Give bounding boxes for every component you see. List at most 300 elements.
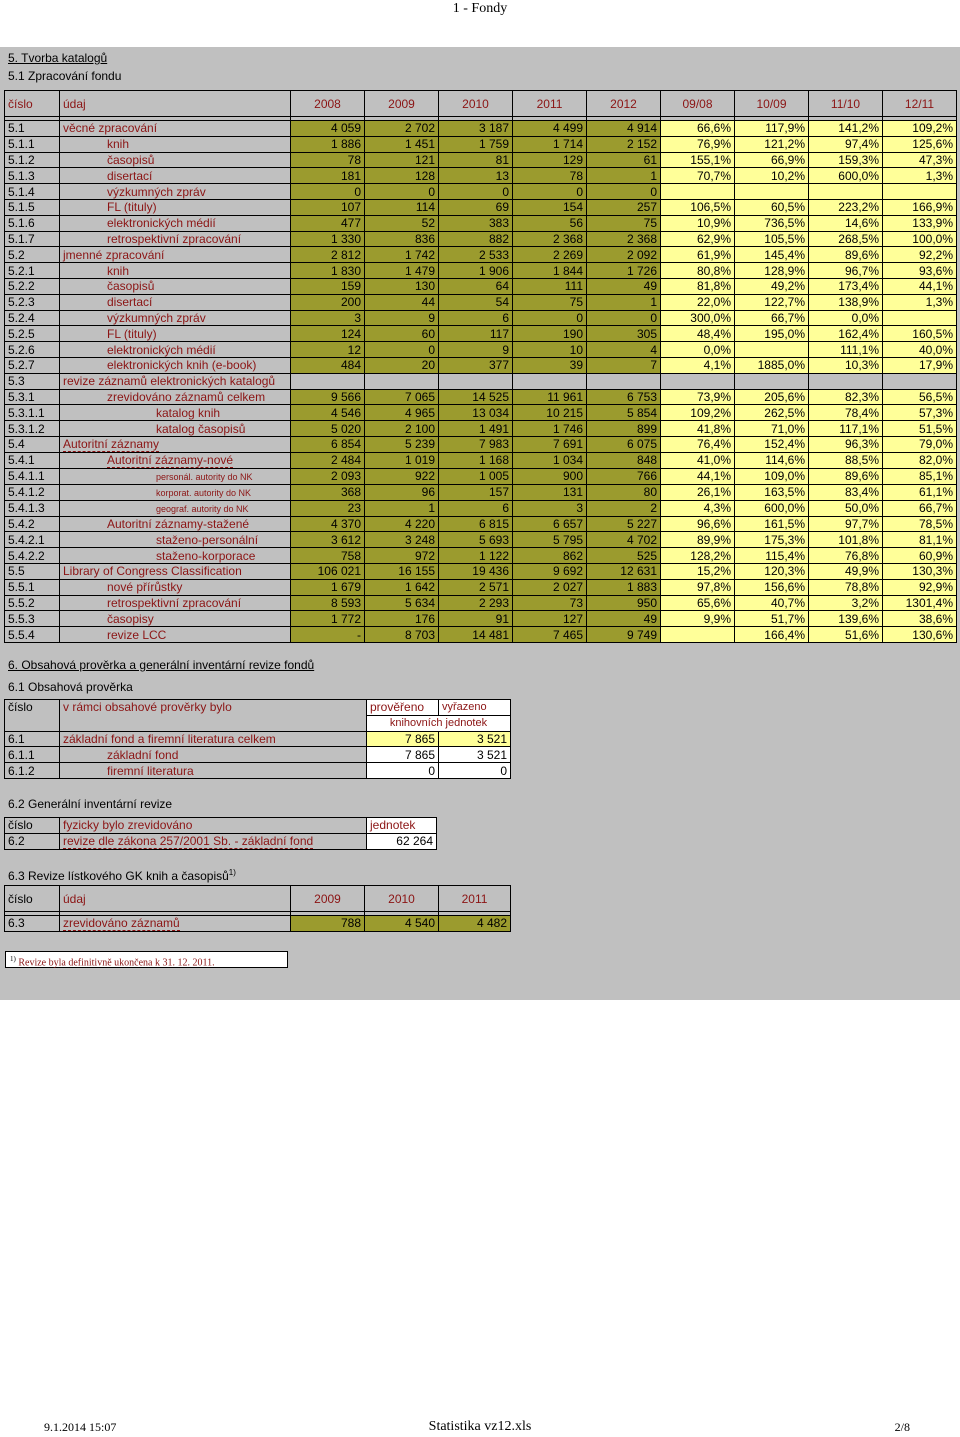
ratio-value [735, 342, 809, 358]
row-id: 5.5.3 [5, 611, 60, 627]
header-year: 2008 [291, 91, 365, 117]
row-label: Autoritní záznamy-stažené [60, 516, 291, 532]
ratio-value: 138,9% [809, 294, 883, 310]
ratio-value: 4,3% [661, 500, 735, 516]
ratio-value: 736,5% [735, 215, 809, 231]
row-id: 5.2 [5, 247, 60, 263]
page-footer [0, 1418, 960, 1437]
year-value: 377 [439, 357, 513, 373]
header-removed: vyřazeno [439, 700, 511, 716]
ratio-value: 3,2% [809, 595, 883, 611]
row-id: 5.2.5 [5, 326, 60, 342]
row-id: 5.5.2 [5, 595, 60, 611]
removed-value: 3 521 [439, 731, 511, 747]
ratio-value: 66,7% [735, 310, 809, 326]
year-value: 2 152 [587, 136, 661, 152]
ratio-value: 111,1% [809, 342, 883, 358]
ratio-value: 76,4% [661, 436, 735, 452]
row-label: nové přírůstky [60, 579, 291, 595]
year-value: 154 [513, 199, 587, 215]
row-label: staženo-personální [60, 532, 291, 548]
ratio-value: 47,3% [883, 152, 957, 168]
ratio-value [661, 627, 735, 643]
table-row [5, 484, 957, 500]
year-value: 2 812 [291, 247, 365, 263]
ratio-value: 145,4% [735, 247, 809, 263]
ratio-value: 115,4% [735, 548, 809, 564]
ratio-value: 97,4% [809, 136, 883, 152]
ratio-value: 97,7% [809, 516, 883, 532]
header-year: 11/10 [809, 91, 883, 117]
year-value: 882 [439, 231, 513, 247]
table-row [5, 263, 957, 279]
year-value: 1 [587, 294, 661, 310]
year-value: 190 [513, 326, 587, 342]
ratio-value: 0,0% [661, 342, 735, 358]
year-value: 75 [513, 294, 587, 310]
year-value: 52 [365, 215, 439, 231]
row-label: personál. autority do NK [60, 468, 291, 484]
card-catalog-table [4, 885, 511, 932]
table-row [5, 436, 957, 452]
year-value: 4 370 [291, 516, 365, 532]
section-6-1-heading: 6.1 Obsahová prověrka [8, 680, 133, 694]
year-value: 5 795 [513, 532, 587, 548]
ratio-value: 89,6% [809, 468, 883, 484]
year-value: 69 [439, 199, 513, 215]
table-row [5, 516, 957, 532]
section-5-1-heading: 5.1 Zpracování fondu [8, 69, 122, 83]
year-value: 1 451 [365, 136, 439, 152]
year-value: 2 368 [513, 231, 587, 247]
ratio-value: 57,3% [883, 405, 957, 421]
row-label: zrevidováno záznamů [60, 916, 291, 932]
ratio-value: 600,0% [735, 500, 809, 516]
year-value: 96 [365, 484, 439, 500]
ratio-value: 4,1% [661, 357, 735, 373]
year-value: 1 168 [439, 452, 513, 468]
table-row [5, 421, 957, 437]
header-label: v rámci obsahové prověrky bylo [60, 700, 367, 732]
ratio-value: 93,6% [883, 263, 957, 279]
year-value: 130 [365, 278, 439, 294]
year-value: 0 [587, 184, 661, 200]
row-id: 5.1.3 [5, 168, 60, 184]
table-row [5, 231, 957, 247]
ratio-value: 128,9% [735, 263, 809, 279]
year-value: 972 [365, 548, 439, 564]
header-year: 09/08 [661, 91, 735, 117]
year-value: 2 484 [291, 452, 365, 468]
year-value: 49 [587, 611, 661, 627]
document-title: 1 - Fondy [452, 1, 508, 16]
row-id: 5.3.1.2 [5, 421, 60, 437]
ratio-value [809, 184, 883, 200]
year-value: 73 [513, 595, 587, 611]
year-value: 2 100 [365, 421, 439, 437]
header-id: číslo [5, 818, 60, 834]
ratio-value: 76,8% [809, 548, 883, 564]
year-value: 128 [365, 168, 439, 184]
ratio-value: 76,9% [661, 136, 735, 152]
year-value: 950 [587, 595, 661, 611]
row-id: 5.4.1.3 [5, 500, 60, 516]
ratio-value: 162,4% [809, 326, 883, 342]
table-row [5, 121, 957, 137]
year-value: 6 854 [291, 436, 365, 452]
year-value: 127 [513, 611, 587, 627]
ratio-value [883, 373, 957, 389]
ratio-value: 48,4% [661, 326, 735, 342]
year-value: 54 [439, 294, 513, 310]
ratio-value: 1,3% [883, 168, 957, 184]
year-value: 1 906 [439, 263, 513, 279]
year-value: 848 [587, 452, 661, 468]
year-value: 181 [291, 168, 365, 184]
year-value: 5 020 [291, 421, 365, 437]
footnote: $^{1)}$ Revize byla definitivně ukončena k 31. 12. 2011. [5, 951, 288, 968]
row-id: 6.2 [5, 833, 60, 849]
ratio-value: 41,8% [661, 421, 735, 437]
year-value: 1 742 [365, 247, 439, 263]
year-value: 23 [291, 500, 365, 516]
ratio-value: 120,3% [735, 563, 809, 579]
ratio-value: 89,9% [661, 532, 735, 548]
year-value: 60 [365, 326, 439, 342]
row-label: geograf. autority do NK [60, 500, 291, 516]
year-value [587, 373, 661, 389]
ratio-value: 130,3% [883, 563, 957, 579]
row-label: elektronických médií [60, 215, 291, 231]
checked-value: 7 865 [367, 747, 439, 763]
year-value: 49 [587, 278, 661, 294]
year-value: 1 886 [291, 136, 365, 152]
year-value: 14 525 [439, 389, 513, 405]
table-row [5, 389, 957, 405]
ratio-value: 40,0% [883, 342, 957, 358]
ratio-value: 40,7% [735, 595, 809, 611]
year-value: 9 [365, 310, 439, 326]
ratio-value: 152,4% [735, 436, 809, 452]
year-value: 1 034 [513, 452, 587, 468]
year-value: 383 [439, 215, 513, 231]
year-value: 4 220 [365, 516, 439, 532]
ratio-value: 300,0% [661, 310, 735, 326]
row-label: elektronických knih (e-book) [60, 357, 291, 373]
row-id: 5.4.2.1 [5, 532, 60, 548]
header-label: údaj [60, 91, 291, 117]
ratio-value: 61,9% [661, 247, 735, 263]
row-id: 5.1.5 [5, 199, 60, 215]
ratio-value: 160,5% [883, 326, 957, 342]
year-value: 1 642 [365, 579, 439, 595]
year-value: 3 [513, 500, 587, 516]
year-value [439, 373, 513, 389]
ratio-value: 73,9% [661, 389, 735, 405]
row-id: 6.1.1 [5, 747, 60, 763]
ratio-value: 41,0% [661, 452, 735, 468]
ratio-value: 9,9% [661, 611, 735, 627]
year-value: 1 726 [587, 263, 661, 279]
header-year: 12/11 [883, 91, 957, 117]
section-6-2-heading: 6.2 Generální inventární revize [8, 797, 173, 811]
table-header-row [5, 91, 957, 117]
header-id: číslo [5, 886, 60, 912]
ratio-value: 50,0% [809, 500, 883, 516]
row-id: 5.3.1 [5, 389, 60, 405]
year-value: 1 019 [365, 452, 439, 468]
year-value: 1 746 [513, 421, 587, 437]
table-row [5, 579, 957, 595]
year-value: 4 546 [291, 405, 365, 421]
ratio-value: 81,8% [661, 278, 735, 294]
ratio-value: 61,1% [883, 484, 957, 500]
ratio-value: 156,6% [735, 579, 809, 595]
row-label: časopisů [60, 152, 291, 168]
row-label: výzkumných zpráv [60, 184, 291, 200]
ratio-value: 66,6% [661, 121, 735, 137]
ratio-value: 62,9% [661, 231, 735, 247]
row-id: 5.5.1 [5, 579, 60, 595]
year-value: 900 [513, 468, 587, 484]
year-value: 0 [439, 184, 513, 200]
checked-value: 7 865 [367, 731, 439, 747]
ratio-value: 92,2% [883, 247, 957, 263]
year-value: 176 [365, 611, 439, 627]
ratio-value: 101,8% [809, 532, 883, 548]
ratio-value: 97,8% [661, 579, 735, 595]
year-value: 3 [291, 310, 365, 326]
ratio-value: 109,0% [735, 468, 809, 484]
year-value: 20 [365, 357, 439, 373]
table-row [5, 357, 957, 373]
year-value: 159 [291, 278, 365, 294]
year-value: 1 005 [439, 468, 513, 484]
removed-value: 0 [439, 763, 511, 779]
year-value: 4 540 [365, 916, 439, 932]
year-value: 477 [291, 215, 365, 231]
year-value: 9 692 [513, 563, 587, 579]
ratio-value: 51,7% [735, 611, 809, 627]
year-value: 6 815 [439, 516, 513, 532]
year-value: 2 293 [439, 595, 513, 611]
removed-value: 3 521 [439, 747, 511, 763]
row-label: elektronických médií [60, 342, 291, 358]
year-value: 4 965 [365, 405, 439, 421]
ratio-value: 262,5% [735, 405, 809, 421]
header-checked: prověřeno [367, 700, 439, 716]
year-value: 8 703 [365, 627, 439, 643]
year-value: 11 961 [513, 389, 587, 405]
table-row [5, 405, 957, 421]
ratio-value: 38,6% [883, 611, 957, 627]
row-label: jmenné zpracování [60, 247, 291, 263]
year-value: 7 065 [365, 389, 439, 405]
header-year: 2012 [587, 91, 661, 117]
row-label: Autoritní záznamy-nové [60, 452, 291, 468]
year-value: 16 155 [365, 563, 439, 579]
row-id: 5.1.6 [5, 215, 60, 231]
row-label: retrospektivní zpracování [60, 595, 291, 611]
year-value: 6 [439, 500, 513, 516]
year-value: 6 [439, 310, 513, 326]
year-value: 2 [587, 500, 661, 516]
ratio-value: 0,0% [809, 310, 883, 326]
ratio-value: 78,4% [809, 405, 883, 421]
ratio-value: 125,6% [883, 136, 957, 152]
year-value: 117 [439, 326, 513, 342]
table-row [5, 500, 957, 516]
inventory-table [4, 817, 437, 850]
ratio-value [735, 184, 809, 200]
row-label: Library of Congress Classification [60, 563, 291, 579]
year-value: 2 368 [587, 231, 661, 247]
year-value: 10 [513, 342, 587, 358]
content-check-table [4, 699, 511, 779]
year-value: 13 [439, 168, 513, 184]
row-label: časopisy [60, 611, 291, 627]
row-label: knih [60, 136, 291, 152]
year-value: 0 [513, 310, 587, 326]
year-value: 1 830 [291, 263, 365, 279]
year-value: 64 [439, 278, 513, 294]
table-row [5, 152, 957, 168]
row-id: 5.4.2.2 [5, 548, 60, 564]
header-id: číslo [5, 700, 60, 732]
ratio-value: 83,4% [809, 484, 883, 500]
year-value: 200 [291, 294, 365, 310]
year-value: 1 772 [291, 611, 365, 627]
ratio-value: 79,0% [883, 436, 957, 452]
year-value: 6 657 [513, 516, 587, 532]
ratio-value: 139,6% [809, 611, 883, 627]
header-id: číslo [5, 91, 60, 117]
year-value: 4 914 [587, 121, 661, 137]
ratio-value: 60,9% [883, 548, 957, 564]
ratio-value: 133,9% [883, 215, 957, 231]
year-value: 1 759 [439, 136, 513, 152]
ratio-value [883, 184, 957, 200]
section-6-heading: 6. Obsahová prověrka a generální inventární revize fondů [8, 658, 315, 672]
year-value: 1 [587, 168, 661, 184]
row-id: 6.1 [5, 731, 60, 747]
year-value: 80 [587, 484, 661, 500]
table-row [5, 373, 957, 389]
ratio-value: 88,5% [809, 452, 883, 468]
ratio-value: 51,6% [809, 627, 883, 643]
ratio-value: 223,2% [809, 199, 883, 215]
year-value: 75 [587, 215, 661, 231]
year-value: 5 227 [587, 516, 661, 532]
table-row [5, 199, 957, 215]
ratio-value: 195,0% [735, 326, 809, 342]
ratio-value: 155,1% [661, 152, 735, 168]
year-value: 2 027 [513, 579, 587, 595]
year-value: 7 691 [513, 436, 587, 452]
year-value: 44 [365, 294, 439, 310]
row-id: 5.3.1.1 [5, 405, 60, 421]
table-row [5, 168, 957, 184]
year-value: 78 [291, 152, 365, 168]
year-value: 1 122 [439, 548, 513, 564]
ratio-value: 14,6% [809, 215, 883, 231]
ratio-value: 109,2% [883, 121, 957, 137]
year-value: 131 [513, 484, 587, 500]
header-unit: knihovních jednotek [367, 715, 511, 731]
row-id: 5.4.1.2 [5, 484, 60, 500]
year-value: 107 [291, 199, 365, 215]
year-value: 525 [587, 548, 661, 564]
year-value: 2 571 [439, 579, 513, 595]
ratio-value: 51,5% [883, 421, 957, 437]
row-label: disertací [60, 294, 291, 310]
year-value: 9 [439, 342, 513, 358]
ratio-value: 49,9% [809, 563, 883, 579]
year-value: 899 [587, 421, 661, 437]
ratio-value: 166,4% [735, 627, 809, 643]
header-year: 2010 [439, 91, 513, 117]
ratio-value: 66,9% [735, 152, 809, 168]
header-unit: jednotek [367, 818, 437, 834]
row-label: katalog časopisů [60, 421, 291, 437]
year-value: 0 [513, 184, 587, 200]
row-id: 5.3 [5, 373, 60, 389]
row-id: 5.4.1.1 [5, 468, 60, 484]
ratio-value: 96,6% [661, 516, 735, 532]
ratio-value: 105,5% [735, 231, 809, 247]
row-label: firemní literatura [60, 763, 367, 779]
row-label: knih [60, 263, 291, 279]
table-row [5, 627, 957, 643]
ratio-value: 161,5% [735, 516, 809, 532]
year-value: 4 499 [513, 121, 587, 137]
table-row [5, 595, 957, 611]
year-value: 9 749 [587, 627, 661, 643]
table-row [5, 184, 957, 200]
year-value: 6 753 [587, 389, 661, 405]
year-value: 0 [365, 184, 439, 200]
row-label: staženo-korporace [60, 548, 291, 564]
ratio-value: 166,9% [883, 199, 957, 215]
year-value: 10 215 [513, 405, 587, 421]
ratio-value: 10,9% [661, 215, 735, 231]
year-value: 4 702 [587, 532, 661, 548]
row-id: 5.2.7 [5, 357, 60, 373]
ratio-value [735, 373, 809, 389]
table-row [5, 548, 957, 564]
year-value: 5 634 [365, 595, 439, 611]
year-value: 7 465 [513, 627, 587, 643]
ratio-value: 96,3% [809, 436, 883, 452]
year-value: 758 [291, 548, 365, 564]
year-value: 5 854 [587, 405, 661, 421]
row-label: retrospektivní zpracování [60, 231, 291, 247]
header-year: 2009 [365, 91, 439, 117]
year-value: 484 [291, 357, 365, 373]
table-row [5, 452, 957, 468]
year-value: - [291, 627, 365, 643]
ratio-value: 117,9% [735, 121, 809, 137]
row-label: FL (tituly) [60, 199, 291, 215]
year-value: 4 482 [439, 916, 511, 932]
year-value: 78 [513, 168, 587, 184]
row-label: revize LCC [60, 627, 291, 643]
ratio-value: 106,5% [661, 199, 735, 215]
year-value: 2 092 [587, 247, 661, 263]
footer-page: 2/8 [894, 1420, 910, 1434]
year-value: 3 248 [365, 532, 439, 548]
ratio-value: 56,5% [883, 389, 957, 405]
